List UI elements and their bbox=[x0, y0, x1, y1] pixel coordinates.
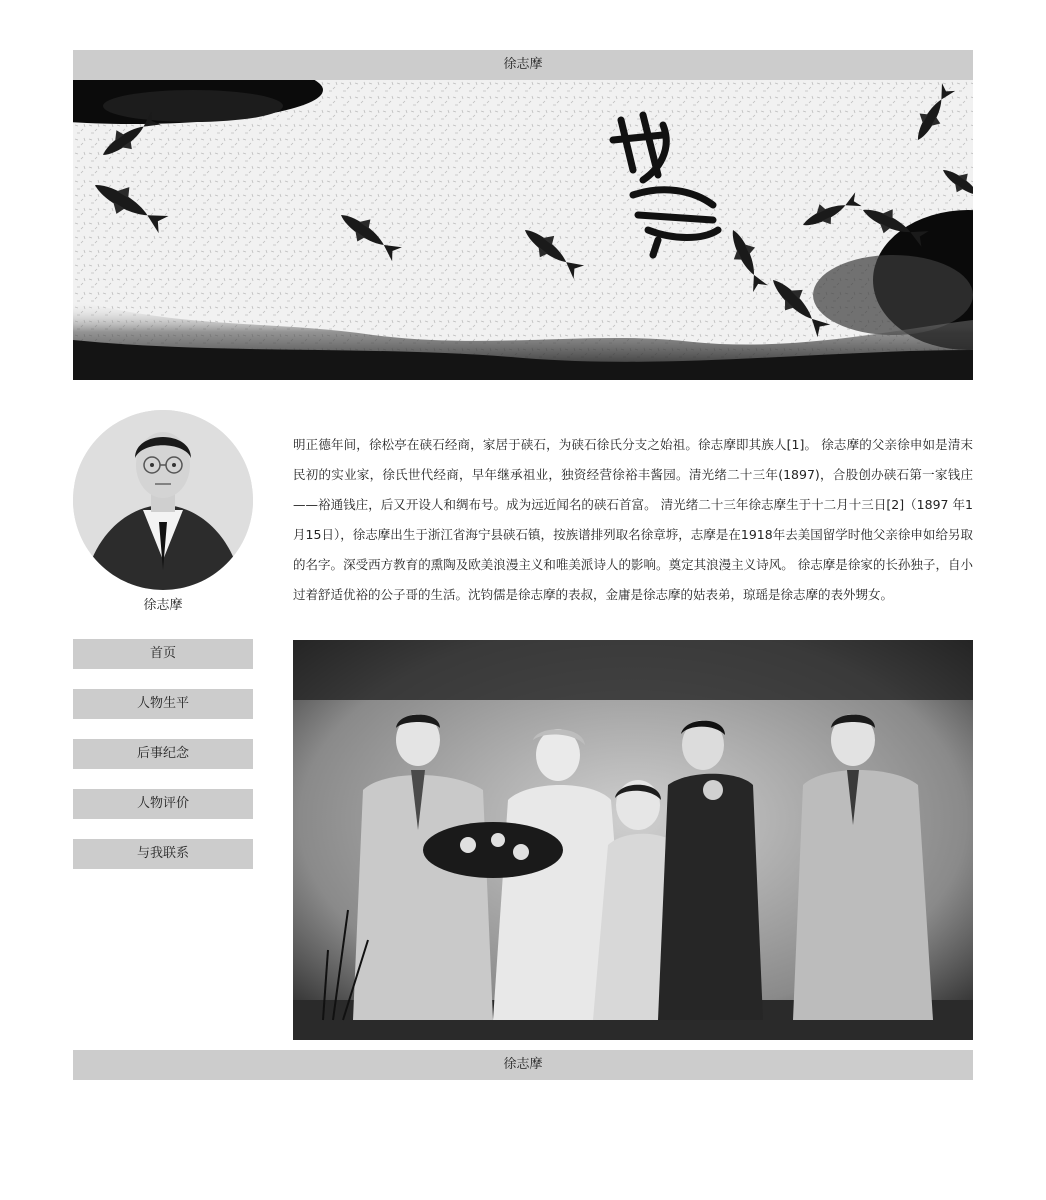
banner-image bbox=[73, 80, 973, 380]
page-header: 徐志摩 bbox=[73, 50, 973, 80]
avatar bbox=[73, 410, 253, 590]
nav-item-memorial[interactable]: 后事纪念 bbox=[73, 739, 253, 769]
family-photo bbox=[293, 640, 973, 1040]
nav-item-contact[interactable]: 与我联系 bbox=[73, 839, 253, 869]
main-content bbox=[293, 430, 973, 1040]
biography-text: 明正德年间，徐松亭在硖石经商，家居于硖石，为硖石徐氏分支之始祖。徐志摩即其族人[1]。 徐志摩的父亲徐申如是清末民初的实业家，徐氏世代经商，早年继承祖业，独资经营徐裕丰酱园。清光绪二十三年(1897)，合股创办硖石第一家钱庄——裕通钱庄，后又开设人和绸布号。成为远近闻名的硖石首富。 清光绪二十三年徐志摩生于十二月十三日[2]（1897 年1月15日），徐志摩出生于浙江省海宁县硖石镇，按族谱排列取名徐章垿，志摩是在1918年去美国留学时他父亲徐申如给另取的名字。深受西方教育的熏陶及欧美浪漫主义和唯美派诗人的影响。奠定其浪漫主义诗风。 徐志摩是徐家的长孙独子，自小过着舒适优裕的公子哥的生活。沈钧儒是徐志摩的表叔，金庸是徐志摩的姑表弟，琼瑶是徐志摩的表外甥女。 bbox=[293, 437, 973, 602]
avatar-caption: 徐志摩 bbox=[143, 598, 183, 613]
sidebar-nav bbox=[73, 639, 253, 869]
nav-item-evaluation[interactable]: 人物评价 bbox=[73, 789, 253, 819]
page-footer: 徐志摩 bbox=[73, 1050, 973, 1080]
sidebar bbox=[73, 410, 253, 889]
page bbox=[73, 50, 973, 1072]
content-area bbox=[73, 380, 973, 1020]
nav-item-home[interactable]: 首页 bbox=[73, 639, 253, 669]
nav-item-biography[interactable]: 人物生平 bbox=[73, 689, 253, 719]
